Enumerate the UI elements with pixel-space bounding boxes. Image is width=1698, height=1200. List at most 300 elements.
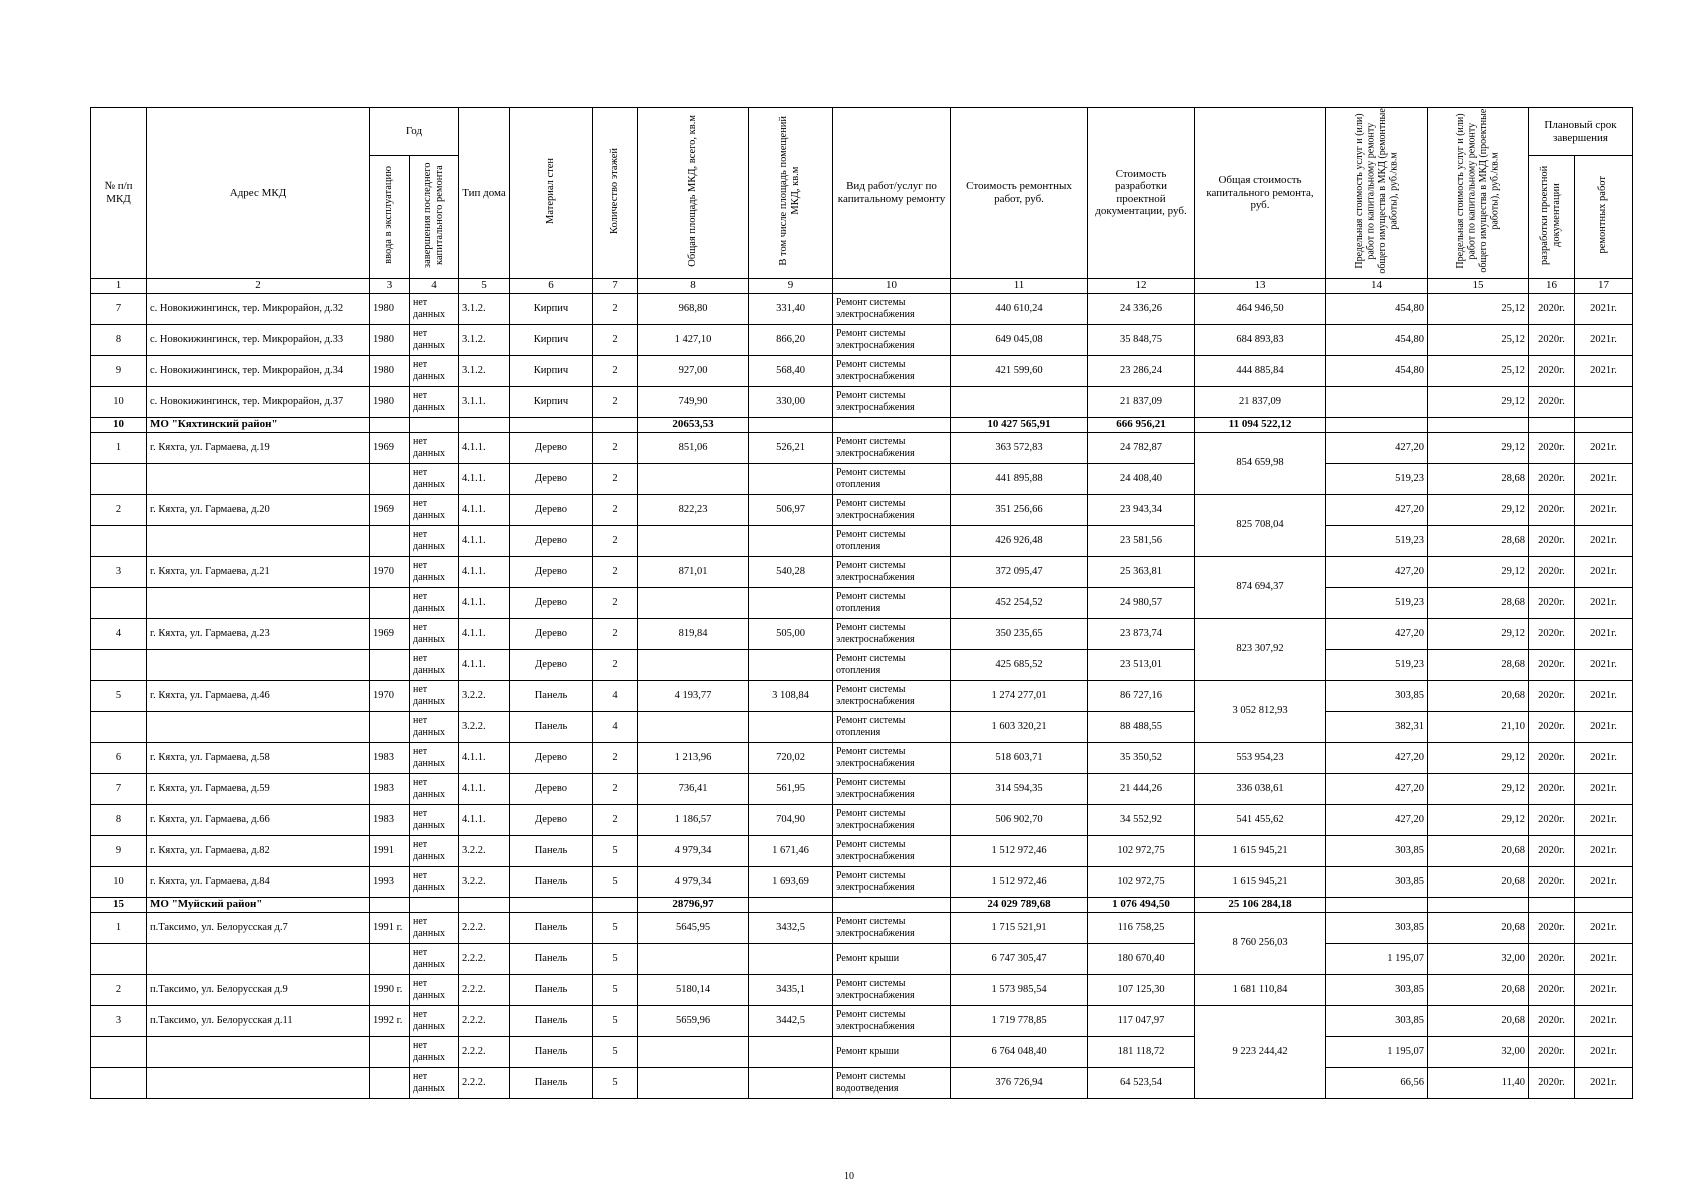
cell-house-type: 2.2.2. xyxy=(459,1036,510,1067)
cell-design-cost: 24 336,26 xyxy=(1088,293,1195,324)
cell-planned-design: 2020г. xyxy=(1529,293,1575,324)
cell-planned-design: 2020г. xyxy=(1529,912,1575,943)
cell-design-cost: 24 408,40 xyxy=(1088,463,1195,494)
cell-limit-repair: 427,20 xyxy=(1326,556,1428,587)
cell-num xyxy=(91,943,147,974)
cell-floors: 2 xyxy=(593,556,638,587)
cell-planned-repair: 2021г. xyxy=(1575,974,1633,1005)
cell-year-last-repair: нет данных xyxy=(410,324,459,355)
cell-planned-design: 2020г. xyxy=(1529,773,1575,804)
cell-design-cost: 35 848,75 xyxy=(1088,324,1195,355)
cell-planned-design: 2020г. xyxy=(1529,1067,1575,1098)
cell-design-cost: 24 782,87 xyxy=(1088,432,1195,463)
cell-repair-cost: 6 747 305,47 xyxy=(951,943,1088,974)
cell-year-last-repair: нет данных xyxy=(410,835,459,866)
cell-limit-design: 29,12 xyxy=(1428,386,1529,417)
cell-design-cost: 23 873,74 xyxy=(1088,618,1195,649)
cell-planned-design: 2020г. xyxy=(1529,525,1575,556)
cell-limit-design: 29,12 xyxy=(1428,804,1529,835)
cell-address: п.Таксимо, ул. Белорусская д.11 xyxy=(147,1005,370,1036)
cell-design-cost: 25 363,81 xyxy=(1088,556,1195,587)
cell-work-type: Ремонт системы отопления xyxy=(833,525,951,556)
cell-year-commission: 1970 xyxy=(370,680,410,711)
cell-total-cost: 684 893,83 xyxy=(1195,324,1326,355)
cell-address xyxy=(147,463,370,494)
cell-year-commission xyxy=(370,1067,410,1098)
column-number: 10 xyxy=(833,278,951,293)
cell-total-area: 822,23 xyxy=(638,494,749,525)
cell-room-area xyxy=(749,1036,833,1067)
cell-planned-design: 2020г. xyxy=(1529,943,1575,974)
column-number: 8 xyxy=(638,278,749,293)
header-planned-design xyxy=(1529,156,1575,279)
column-number: 17 xyxy=(1575,278,1633,293)
empty-cell xyxy=(1575,897,1633,912)
cell-wall-material: Панель xyxy=(510,835,593,866)
cell-num: 2 xyxy=(91,494,147,525)
cell-total-area: 968,80 xyxy=(638,293,749,324)
cell-room-area xyxy=(749,711,833,742)
cell-wall-material: Панель xyxy=(510,1036,593,1067)
cell-limit-repair: 427,20 xyxy=(1326,494,1428,525)
cell-wall-material: Дерево xyxy=(510,649,593,680)
cell-floors: 2 xyxy=(593,293,638,324)
cell-planned-design: 2020г. xyxy=(1529,386,1575,417)
cell-planned-design: 2020г. xyxy=(1529,711,1575,742)
cell-year-commission xyxy=(370,525,410,556)
cell-planned-repair: 2021г. xyxy=(1575,866,1633,897)
cell-house-type: 2.2.2. xyxy=(459,1005,510,1036)
cell-work-type: Ремонт крыши xyxy=(833,943,951,974)
cell-total-area: 4 979,34 xyxy=(638,866,749,897)
cell-num: 5 xyxy=(91,680,147,711)
cell-room-area xyxy=(749,1067,833,1098)
empty-cell xyxy=(1326,897,1428,912)
cell-planned-design: 2020г. xyxy=(1529,742,1575,773)
cell-floors: 5 xyxy=(593,974,638,1005)
header-year-commission xyxy=(370,156,410,279)
cell-limit-repair: 427,20 xyxy=(1326,773,1428,804)
cell-floors: 2 xyxy=(593,355,638,386)
cell-house-type: 2.2.2. xyxy=(459,1067,510,1098)
cell-house-type: 4.1.1. xyxy=(459,556,510,587)
cell-planned-design: 2020г. xyxy=(1529,556,1575,587)
header-room-area xyxy=(749,108,833,279)
cell-planned-repair: 2021г. xyxy=(1575,618,1633,649)
cell-wall-material: Панель xyxy=(510,680,593,711)
cell-design-cost: 21 444,26 xyxy=(1088,773,1195,804)
cell-floors: 5 xyxy=(593,1005,638,1036)
cell-house-type: 4.1.1. xyxy=(459,773,510,804)
cell-address xyxy=(147,711,370,742)
cell-year-last-repair: нет данных xyxy=(410,1005,459,1036)
cell-total-cost: 9 223 244,42 xyxy=(1195,1005,1326,1098)
cell-year-last-repair: нет данных xyxy=(410,293,459,324)
column-number: 13 xyxy=(1195,278,1326,293)
cell-house-type: 2.2.2. xyxy=(459,943,510,974)
cell-planned-repair: 2021г. xyxy=(1575,494,1633,525)
cell-floors: 5 xyxy=(593,912,638,943)
cell-total-area xyxy=(638,943,749,974)
cell-planned-repair: 2021г. xyxy=(1575,587,1633,618)
table-row xyxy=(91,912,1633,943)
subtotal-design-cost: 666 956,21 xyxy=(1088,417,1195,432)
cell-num xyxy=(91,587,147,618)
header-total-cost: Общая стоимость капитального ремонта, руб. xyxy=(1195,108,1326,279)
cell-limit-design: 25,12 xyxy=(1428,293,1529,324)
cell-limit-repair: 303,85 xyxy=(1326,835,1428,866)
cell-floors: 4 xyxy=(593,680,638,711)
cell-total-cost: 874 694,37 xyxy=(1195,556,1326,618)
header-floors-text: Количество этажей xyxy=(608,148,620,234)
cell-total-cost: 336 038,61 xyxy=(1195,773,1326,804)
cell-address: г. Кяхта, ул. Гармаева, д.20 xyxy=(147,494,370,525)
table-row xyxy=(91,1036,1633,1067)
cell-address: г. Кяхта, ул. Гармаева, д.46 xyxy=(147,680,370,711)
cell-year-last-repair: нет данных xyxy=(410,711,459,742)
subtotal-row xyxy=(91,417,1633,432)
cell-work-type: Ремонт системы электроснабжения xyxy=(833,494,951,525)
cell-num: 1 xyxy=(91,912,147,943)
cell-design-cost: 23 286,24 xyxy=(1088,355,1195,386)
cell-repair-cost: 440 610,24 xyxy=(951,293,1088,324)
cell-year-last-repair: нет данных xyxy=(410,773,459,804)
subtotal-design-cost: 1 076 494,50 xyxy=(1088,897,1195,912)
cell-limit-design: 29,12 xyxy=(1428,618,1529,649)
cell-limit-design: 32,00 xyxy=(1428,943,1529,974)
cell-year-last-repair: нет данных xyxy=(410,1067,459,1098)
cell-floors: 2 xyxy=(593,463,638,494)
cell-repair-cost: 425 685,52 xyxy=(951,649,1088,680)
cell-limit-repair: 427,20 xyxy=(1326,742,1428,773)
table-row xyxy=(91,1005,1633,1036)
cell-work-type: Ремонт системы электроснабжения xyxy=(833,324,951,355)
cell-year-commission: 1990 г. xyxy=(370,974,410,1005)
cell-year-last-repair: нет данных xyxy=(410,556,459,587)
empty-cell xyxy=(1529,417,1575,432)
cell-address: г. Кяхта, ул. Гармаева, д.19 xyxy=(147,432,370,463)
table-row xyxy=(91,680,1633,711)
cell-design-cost: 35 350,52 xyxy=(1088,742,1195,773)
header-limit-repair-text: Предельная стоимость услуг и (или) работ по капитальному ремонту общего имущества в МКД (ремонтные работы), руб./кв.м xyxy=(1353,108,1399,274)
cell-num: 7 xyxy=(91,293,147,324)
cell-address: с. Новокижингинск, тер. Микрорайон, д.37 xyxy=(147,386,370,417)
cell-repair-cost: 1 719 778,85 xyxy=(951,1005,1088,1036)
cell-limit-repair: 427,20 xyxy=(1326,432,1428,463)
cell-planned-design: 2020г. xyxy=(1529,866,1575,897)
cell-year-last-repair: нет данных xyxy=(410,866,459,897)
cell-limit-design: 29,12 xyxy=(1428,773,1529,804)
cell-year-last-repair: нет данных xyxy=(410,525,459,556)
cell-limit-design: 20,68 xyxy=(1428,912,1529,943)
cell-address: г. Кяхта, ул. Гармаева, д.82 xyxy=(147,835,370,866)
table-row xyxy=(91,556,1633,587)
cell-house-type: 3.2.2. xyxy=(459,835,510,866)
cell-num: 9 xyxy=(91,355,147,386)
cell-design-cost: 107 125,30 xyxy=(1088,974,1195,1005)
cell-address: г. Кяхта, ул. Гармаева, д.84 xyxy=(147,866,370,897)
cell-wall-material: Дерево xyxy=(510,556,593,587)
cell-num xyxy=(91,711,147,742)
cell-house-type: 4.1.1. xyxy=(459,432,510,463)
cell-planned-design: 2020г. xyxy=(1529,324,1575,355)
table-row xyxy=(91,386,1633,417)
empty-cell xyxy=(1575,417,1633,432)
cell-year-commission xyxy=(370,711,410,742)
header-planned-design-text: разработки проектной документации xyxy=(1539,165,1563,265)
cell-total-area xyxy=(638,1036,749,1067)
header-total-area xyxy=(638,108,749,279)
cell-repair-cost: 1 512 972,46 xyxy=(951,835,1088,866)
cell-address: с. Новокижингинск, тер. Микрорайон, д.32 xyxy=(147,293,370,324)
cell-design-cost: 23 581,56 xyxy=(1088,525,1195,556)
cell-planned-design: 2020г. xyxy=(1529,494,1575,525)
cell-planned-design: 2020г. xyxy=(1529,1005,1575,1036)
cell-house-type: 4.1.1. xyxy=(459,618,510,649)
cell-total-cost: 464 946,50 xyxy=(1195,293,1326,324)
empty-cell xyxy=(593,417,638,432)
cell-year-commission: 1992 г. xyxy=(370,1005,410,1036)
table-row xyxy=(91,943,1633,974)
cell-house-type: 2.2.2. xyxy=(459,974,510,1005)
cell-room-area: 3442,5 xyxy=(749,1005,833,1036)
cell-year-last-repair: нет данных xyxy=(410,618,459,649)
cell-planned-repair: 2021г. xyxy=(1575,293,1633,324)
cell-room-area: 1 693,69 xyxy=(749,866,833,897)
cell-work-type: Ремонт системы водоотведения xyxy=(833,1067,951,1098)
cell-num: 2 xyxy=(91,974,147,1005)
cell-work-type: Ремонт системы отопления xyxy=(833,649,951,680)
cell-repair-cost xyxy=(951,386,1088,417)
cell-house-type: 2.2.2. xyxy=(459,912,510,943)
header-repair-cost: Стоимость ремонтных работ, руб. xyxy=(951,108,1088,279)
cell-total-area: 4 979,34 xyxy=(638,835,749,866)
subtotal-repair-cost: 10 427 565,91 xyxy=(951,417,1088,432)
cell-limit-design: 20,68 xyxy=(1428,866,1529,897)
cell-planned-repair: 2021г. xyxy=(1575,1067,1633,1098)
cell-limit-design: 28,68 xyxy=(1428,463,1529,494)
cell-design-cost: 88 488,55 xyxy=(1088,711,1195,742)
cell-floors: 5 xyxy=(593,1067,638,1098)
cell-wall-material: Панель xyxy=(510,1005,593,1036)
cell-total-cost: 823 307,92 xyxy=(1195,618,1326,680)
page-number: 10 xyxy=(844,1171,854,1182)
cell-repair-cost: 314 594,35 xyxy=(951,773,1088,804)
cell-num xyxy=(91,649,147,680)
cell-room-area: 3435,1 xyxy=(749,974,833,1005)
cell-num: 1 xyxy=(91,432,147,463)
cell-design-cost: 180 670,40 xyxy=(1088,943,1195,974)
cell-design-cost: 102 972,75 xyxy=(1088,866,1195,897)
cell-room-area: 505,00 xyxy=(749,618,833,649)
cell-num: 8 xyxy=(91,324,147,355)
cell-room-area: 526,21 xyxy=(749,432,833,463)
cell-total-cost: 3 052 812,93 xyxy=(1195,680,1326,742)
column-number: 16 xyxy=(1529,278,1575,293)
cell-limit-design: 28,68 xyxy=(1428,525,1529,556)
table-row xyxy=(91,494,1633,525)
header-year-last-repair xyxy=(410,156,459,279)
cell-wall-material: Панель xyxy=(510,912,593,943)
cell-year-last-repair: нет данных xyxy=(410,680,459,711)
cell-wall-material: Дерево xyxy=(510,742,593,773)
cell-limit-repair: 303,85 xyxy=(1326,912,1428,943)
cell-limit-repair: 1 195,07 xyxy=(1326,1036,1428,1067)
cell-total-cost: 444 885,84 xyxy=(1195,355,1326,386)
cell-planned-repair: 2021г. xyxy=(1575,773,1633,804)
cell-total-area: 1 427,10 xyxy=(638,324,749,355)
cell-year-commission xyxy=(370,1036,410,1067)
header-planned: Плановый срок завершения xyxy=(1529,108,1633,156)
header-num: № п/п МКД xyxy=(91,108,147,279)
header-total-area-text: Общая площадь МКД, всего, кв.м xyxy=(686,115,698,267)
cell-address: г. Кяхта, ул. Гармаева, д.58 xyxy=(147,742,370,773)
cell-room-area: 540,28 xyxy=(749,556,833,587)
cell-work-type: Ремонт системы отопления xyxy=(833,463,951,494)
cell-planned-design: 2020г. xyxy=(1529,804,1575,835)
column-number: 3 xyxy=(370,278,410,293)
cell-total-area xyxy=(638,463,749,494)
subtotal-total-cost: 11 094 522,12 xyxy=(1195,417,1326,432)
cell-limit-design: 20,68 xyxy=(1428,974,1529,1005)
cell-limit-design: 28,68 xyxy=(1428,587,1529,618)
cell-repair-cost: 1 573 985,54 xyxy=(951,974,1088,1005)
cell-year-last-repair: нет данных xyxy=(410,974,459,1005)
cell-work-type: Ремонт системы отопления xyxy=(833,711,951,742)
cell-floors: 5 xyxy=(593,866,638,897)
cell-wall-material: Дерево xyxy=(510,494,593,525)
cell-total-cost: 1 681 110,84 xyxy=(1195,974,1326,1005)
cell-planned-design: 2020г. xyxy=(1529,355,1575,386)
cell-limit-repair: 66,56 xyxy=(1326,1067,1428,1098)
cell-room-area xyxy=(749,587,833,618)
cell-total-cost: 541 455,62 xyxy=(1195,804,1326,835)
cell-planned-repair: 2021г. xyxy=(1575,912,1633,943)
cell-year-commission: 1980 xyxy=(370,355,410,386)
table-row xyxy=(91,587,1633,618)
cell-planned-repair: 2021г. xyxy=(1575,324,1633,355)
header-house-type: Тип дома xyxy=(459,108,510,279)
cell-room-area xyxy=(749,463,833,494)
subtotal-row xyxy=(91,897,1633,912)
cell-repair-cost: 1 274 277,01 xyxy=(951,680,1088,711)
cell-house-type: 4.1.1. xyxy=(459,804,510,835)
cell-num: 3 xyxy=(91,556,147,587)
cell-design-cost: 86 727,16 xyxy=(1088,680,1195,711)
cell-design-cost: 21 837,09 xyxy=(1088,386,1195,417)
cell-design-cost: 23 943,34 xyxy=(1088,494,1195,525)
cell-room-area: 506,97 xyxy=(749,494,833,525)
cell-room-area: 330,00 xyxy=(749,386,833,417)
cell-wall-material: Дерево xyxy=(510,804,593,835)
cell-year-commission: 1983 xyxy=(370,773,410,804)
cell-room-area: 1 671,46 xyxy=(749,835,833,866)
column-number: 15 xyxy=(1428,278,1529,293)
subtotal-name: МО "Муйский район" xyxy=(147,897,370,912)
header-limit-design xyxy=(1428,108,1529,279)
cell-house-type: 3.2.2. xyxy=(459,866,510,897)
cell-design-cost: 24 980,57 xyxy=(1088,587,1195,618)
table-row xyxy=(91,355,1633,386)
cell-wall-material: Кирпич xyxy=(510,355,593,386)
cell-room-area: 3 108,84 xyxy=(749,680,833,711)
cell-wall-material: Дерево xyxy=(510,773,593,804)
cell-total-area: 5180,14 xyxy=(638,974,749,1005)
cell-total-area xyxy=(638,649,749,680)
cell-repair-cost: 351 256,66 xyxy=(951,494,1088,525)
cell-work-type: Ремонт системы электроснабжения xyxy=(833,386,951,417)
cell-limit-design: 25,12 xyxy=(1428,355,1529,386)
cell-year-last-repair: нет данных xyxy=(410,494,459,525)
header-wall-material xyxy=(510,108,593,279)
cell-room-area: 704,90 xyxy=(749,804,833,835)
cell-floors: 2 xyxy=(593,386,638,417)
cell-house-type: 3.2.2. xyxy=(459,680,510,711)
table-row xyxy=(91,804,1633,835)
header-wall-material-text: Материал стен xyxy=(544,158,556,224)
cell-total-area xyxy=(638,1067,749,1098)
header-limit-design-text: Предельная стоимость услуг и (или) работ по капитальному ремонту общего имущества в МКД (проектные работы), руб./кв.м xyxy=(1455,109,1501,273)
cell-work-type: Ремонт системы электроснабжения xyxy=(833,432,951,463)
cell-address: г. Кяхта, ул. Гармаева, д.66 xyxy=(147,804,370,835)
cell-num xyxy=(91,1036,147,1067)
cell-planned-design: 2020г. xyxy=(1529,432,1575,463)
empty-cell xyxy=(510,417,593,432)
cell-total-area: 851,06 xyxy=(638,432,749,463)
cell-work-type: Ремонт системы электроснабжения xyxy=(833,293,951,324)
cell-total-area: 1 213,96 xyxy=(638,742,749,773)
header-planned-repair xyxy=(1575,156,1633,279)
cell-planned-design: 2020г. xyxy=(1529,1036,1575,1067)
cell-work-type: Ремонт системы электроснабжения xyxy=(833,866,951,897)
cell-limit-repair xyxy=(1326,386,1428,417)
cell-design-cost: 34 552,92 xyxy=(1088,804,1195,835)
cell-year-commission xyxy=(370,587,410,618)
column-number: 1 xyxy=(91,278,147,293)
subtotal-total-cost: 25 106 284,18 xyxy=(1195,897,1326,912)
header-design-cost: Стоимость разработки проектной документации, руб. xyxy=(1088,108,1195,279)
cell-floors: 2 xyxy=(593,618,638,649)
cell-num: 10 xyxy=(91,866,147,897)
cell-design-cost: 23 513,01 xyxy=(1088,649,1195,680)
cell-work-type: Ремонт системы электроснабжения xyxy=(833,742,951,773)
header-work-type: Вид работ/услуг по капитальному ремонту xyxy=(833,108,951,279)
cell-planned-repair: 2021г. xyxy=(1575,1036,1633,1067)
cell-num: 7 xyxy=(91,773,147,804)
cell-limit-design: 32,00 xyxy=(1428,1036,1529,1067)
cell-floors: 2 xyxy=(593,324,638,355)
cell-limit-repair: 427,20 xyxy=(1326,618,1428,649)
cell-house-type: 4.1.1. xyxy=(459,742,510,773)
cell-house-type: 3.2.2. xyxy=(459,711,510,742)
cell-planned-design: 2020г. xyxy=(1529,974,1575,1005)
cell-year-last-repair: нет данных xyxy=(410,742,459,773)
cell-total-cost: 8 760 256,03 xyxy=(1195,912,1326,974)
cell-wall-material: Панель xyxy=(510,866,593,897)
cell-limit-repair: 382,31 xyxy=(1326,711,1428,742)
cell-address xyxy=(147,525,370,556)
cell-work-type: Ремонт системы электроснабжения xyxy=(833,835,951,866)
table-row xyxy=(91,324,1633,355)
cell-design-cost: 116 758,25 xyxy=(1088,912,1195,943)
cell-floors: 2 xyxy=(593,525,638,556)
cell-wall-material: Панель xyxy=(510,974,593,1005)
cell-wall-material: Дерево xyxy=(510,432,593,463)
cell-address: г. Кяхта, ул. Гармаева, д.21 xyxy=(147,556,370,587)
table-row xyxy=(91,835,1633,866)
subtotal-name: МО "Кяхтинский район" xyxy=(147,417,370,432)
cell-work-type: Ремонт системы электроснабжения xyxy=(833,804,951,835)
